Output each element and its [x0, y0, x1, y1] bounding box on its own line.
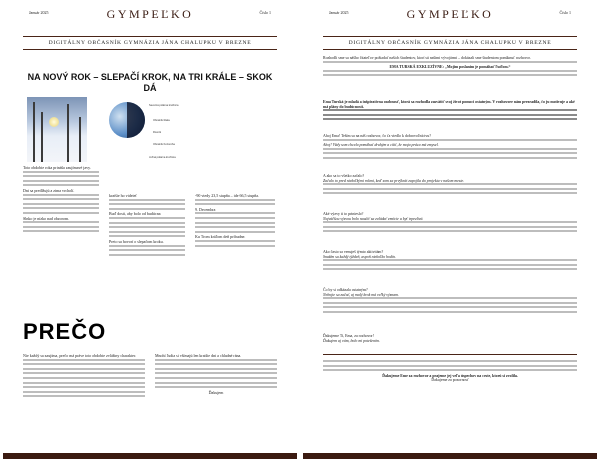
winter-photo [27, 97, 87, 162]
intro-text: Rozhodli sme sa nášho čitateľov požiadať našich študentov, ktorí sú našimi vývojármi – dokázali sme študentom ponúknuť rozhovor. [323, 56, 531, 60]
tree [41, 112, 43, 162]
column-snippet: Toto obdobie roka prináša zaujímavé javy. [23, 165, 91, 170]
article-column-3 [195, 194, 275, 249]
earth-globe [109, 102, 145, 138]
subtitle-rule [323, 49, 577, 50]
article-column-2 [109, 194, 185, 258]
column-snippet: Ku Trom kráľom deň pribudne. [195, 234, 246, 240]
signature: Ďakujem [208, 389, 224, 395]
globe-label: Južná polárna kružnica [149, 156, 176, 159]
globe-label: Rovník [153, 131, 162, 134]
issue-date: Január 2025 [29, 10, 49, 15]
tree [79, 117, 81, 162]
tree [33, 102, 35, 162]
newsletter-subtitle: DIGITÁLNY OBČASNÍK GYMNÁZIA JÁNA CHALUPKU V BREZNE [48, 40, 252, 46]
globe-diagram [107, 92, 147, 148]
thanks-question: Ďakujeme Ti, Ema, za rozhovor! [323, 334, 374, 338]
question: A ako sa to všetko začalo? [323, 174, 365, 178]
question: Čo by si odkázala ostatným? [323, 288, 368, 292]
newsletter-title: GYMPEĽKO [106, 7, 194, 21]
preco-column-1 [23, 354, 145, 400]
globe-label: Obratník Raka [153, 119, 170, 122]
page-header [3, 4, 297, 34]
page-header [303, 4, 597, 34]
page-footer-bar [3, 453, 297, 459]
answer: Nebojte sa začať, aj malý krok má veľký význam. [323, 292, 399, 297]
qa-block-5 [323, 288, 577, 316]
header-rule [323, 36, 577, 37]
tree [67, 104, 69, 162]
column-snippet: Dni sa predlžujú a zima vrcholí. [23, 187, 75, 193]
thanks-block [323, 334, 577, 343]
column-snippet: Preto sa hovorí o slepačom kroku. [109, 238, 164, 244]
closing-block [323, 360, 577, 383]
article-column-1 [23, 166, 99, 235]
thanks-answer: Ďakujem aj vám, bolo mi potešením. [323, 338, 380, 343]
column-snippet: Mnohí ľudia si všímajú len kratšie dni a chladné rána. [155, 353, 242, 358]
globe-label: Severná polárna kružnica [149, 104, 179, 107]
answer: Ahoj! Vždy som chcela pomáhať druhým a cítiť, že moja práca má zmysel. [323, 143, 439, 148]
newsletter-page-1 [3, 4, 297, 459]
closing-rule [323, 354, 577, 355]
sun-glow [49, 117, 59, 127]
qa-block-2 [323, 174, 577, 197]
answer: Najväčšou výzvou bolo naučiť sa zvládať emócie a byť trpezlivá. [323, 216, 424, 221]
answer: Snažím sa každý týždeň, aspoň niekoľko hodín. [323, 254, 396, 259]
article-headline: NA NOVÝ ROK – SLEPAČÍ KROK, NA TRI KRÁLE – SKOK DÁ [27, 72, 273, 93]
page-footer-bar [303, 453, 597, 459]
column-snippet: -90 vtedy 23,5 stupňa – ide 66,5 stupňa. [195, 193, 259, 198]
qa-block-4 [323, 250, 577, 273]
column-snippet: Buď dosti, aby bolo od budúcna [109, 211, 161, 217]
answer: Začalo to pred niekoľkými rokmi, keď som sa prvýkrát zapojila do projektu v našom meste. [323, 178, 465, 183]
column-snippet: Nie každý sa zaujíma, prečo má práve toto obdobie zvláštny charakter. [23, 353, 137, 358]
qa-block-3 [323, 212, 577, 235]
lead-text: Ema Turská je mladá a inšpiratívna osobnosť, ktorá sa rozhodla zasvätiť svoj život pomoci ostatným. V rozhovore nám prezradila, čo ju motivuje a aké má plány do budúcnosti. [323, 100, 575, 109]
intro-paragraph [323, 56, 577, 79]
column-snippet: 9. Decembra [195, 206, 216, 212]
newsletter-title: GYMPEĽKO [406, 7, 494, 21]
question: Ako často sa venuješ týmto aktivitám? [323, 250, 384, 254]
column-snippet: Slnko je nízko nad obzorom. [23, 215, 70, 221]
column-snippet: kratšie ho videieť [109, 193, 138, 198]
newsletter-page-2 [303, 4, 597, 459]
bold-lead [323, 100, 577, 123]
newsletter-subtitle: DIGITÁLNY OBČASNÍK GYMNÁZIA JÁNA CHALUPKU V BREZNE [348, 40, 552, 46]
section-title-preco: PREČO [23, 319, 107, 344]
closing-note: Ďakujeme za pozornosť [431, 378, 469, 383]
subtitle-rule [23, 49, 277, 50]
issue-number: Číslo 1 [259, 10, 271, 15]
globe-label: Obratník Kozoroha [153, 143, 175, 146]
issue-date: Január 2025 [329, 10, 349, 15]
header-rule [23, 36, 277, 37]
qa-block-1 [323, 134, 577, 162]
preco-column-2 [155, 354, 277, 395]
question: Aké výzvy ti to prinieslo? [323, 212, 364, 216]
interview-title: EMA TURSKÁ EXKLUZÍVNE: „Mojím poslaním je pomáhať ľuďom.“ [389, 65, 511, 70]
closing-text: Ďakujeme Eme za rozhovor a prajeme jej veľa úspechov na ceste, ktorú si zvolila. [382, 373, 518, 378]
issue-number: Číslo 1 [559, 10, 571, 15]
question: Ahoj Ema! Teším sa na náš rozhovor, čo ťa viedlo k dobrovoľníctvu? [323, 134, 431, 138]
